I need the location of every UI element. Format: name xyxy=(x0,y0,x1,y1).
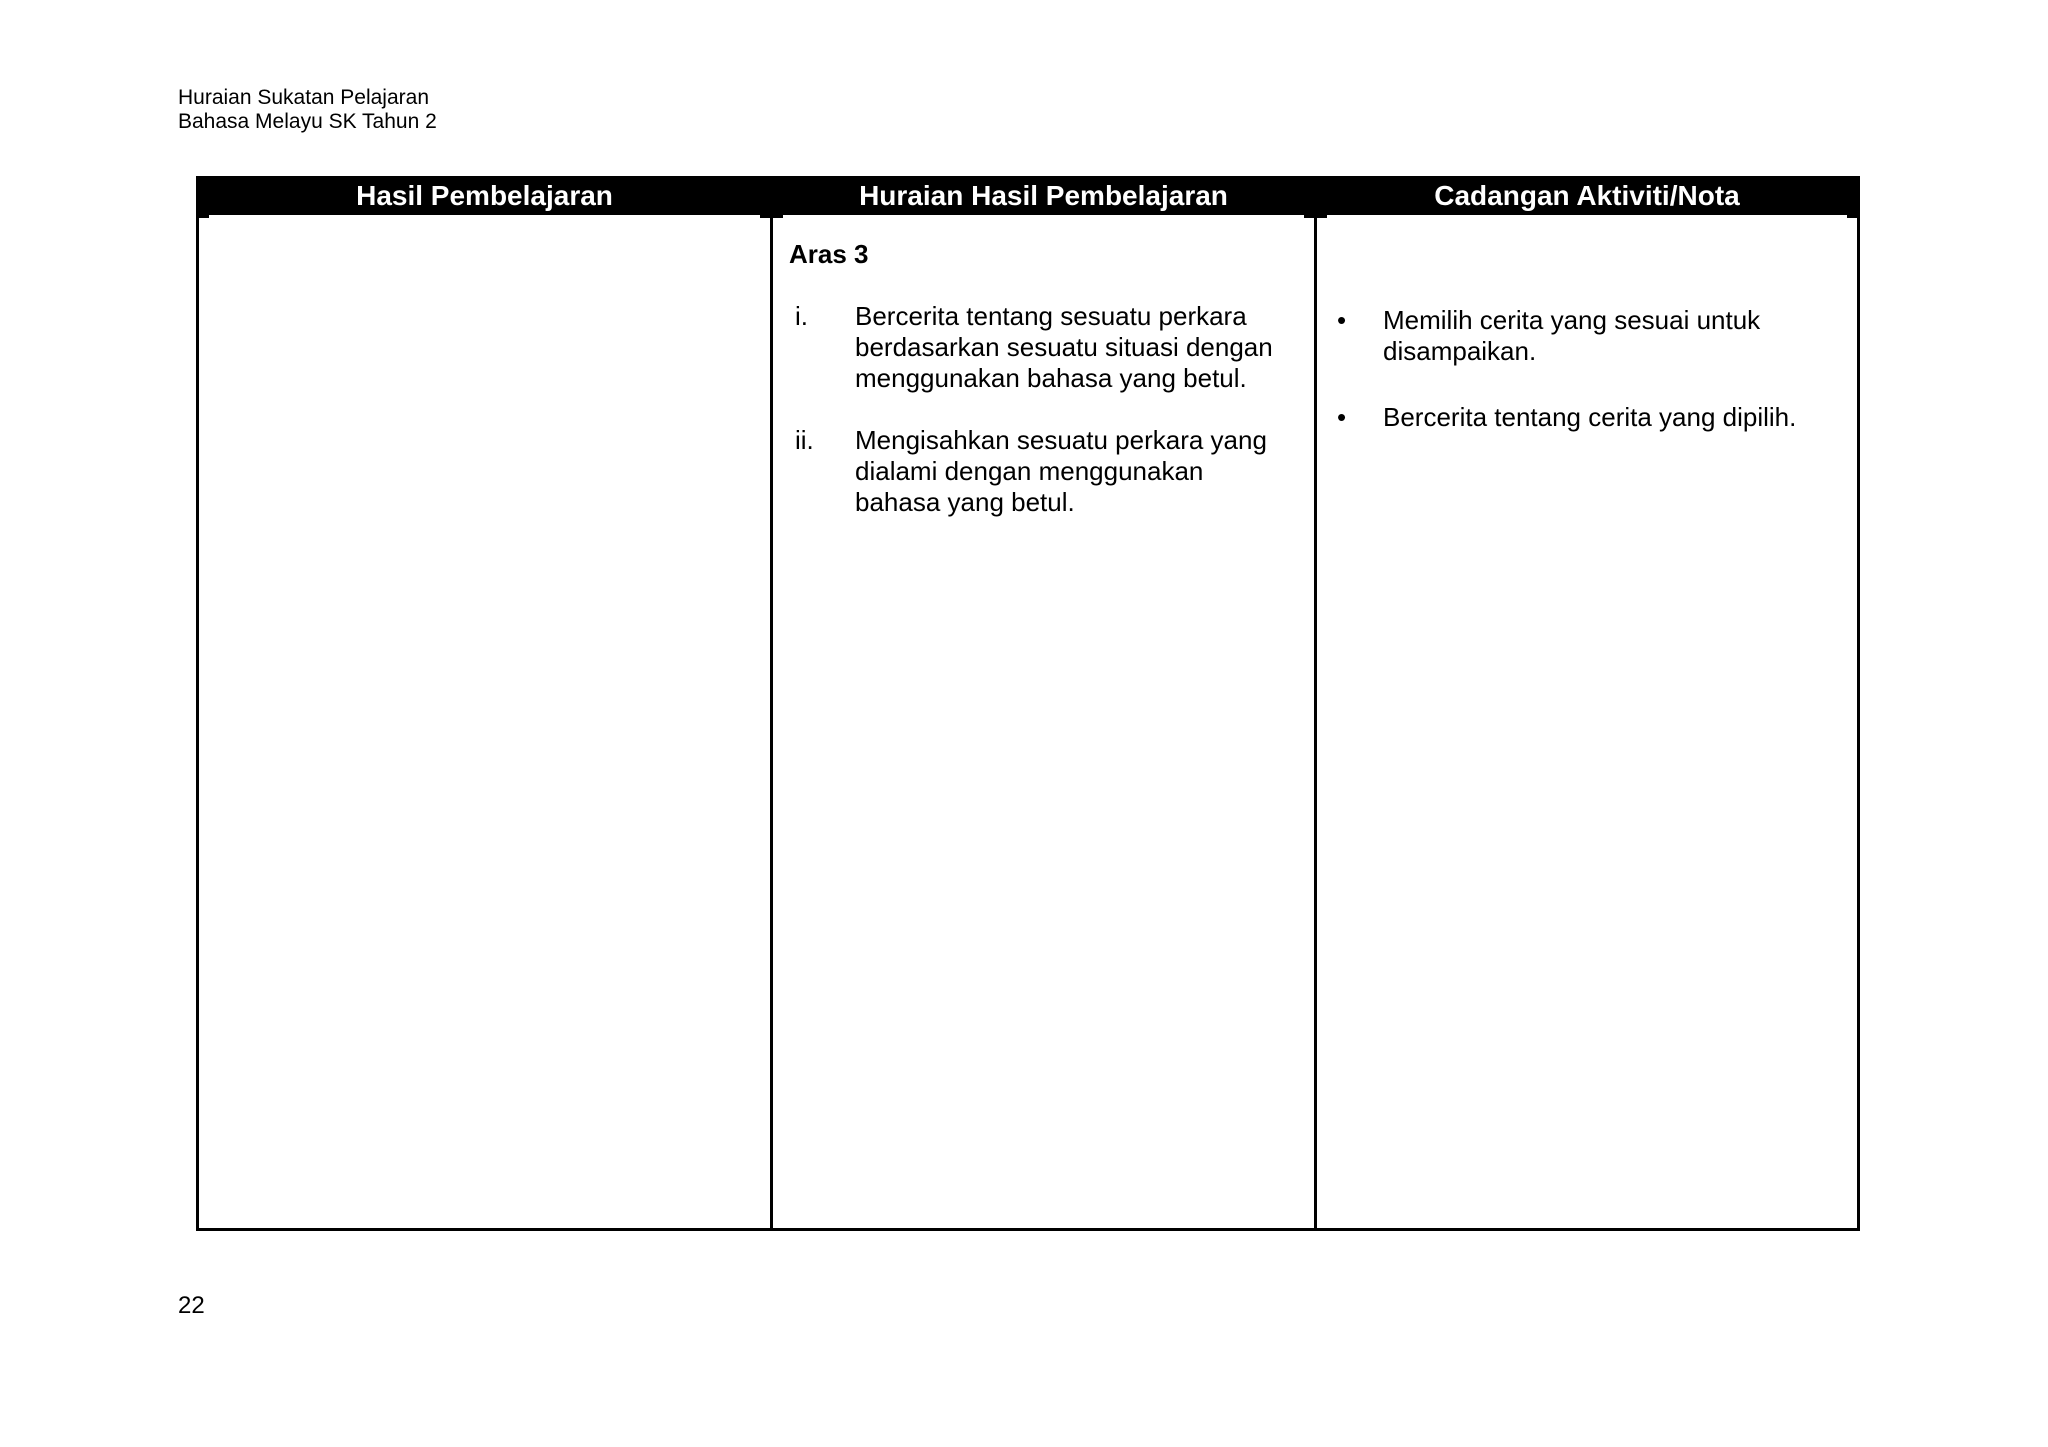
bullet-text: Bercerita tentang cerita yang dipilih. xyxy=(1383,402,1797,432)
bullet-text: Memilih cerita yang sesuai untuk disampaikan. xyxy=(1383,305,1761,366)
item-number: i. xyxy=(795,301,808,331)
column-header-huraian-hasil-pembelajaran: Huraian Hasil Pembelajaran xyxy=(773,179,1314,215)
document-header xyxy=(178,86,437,134)
column-header-hasil-pembelajaran: Hasil Pembelajaran xyxy=(199,179,770,215)
bullet-icon: • xyxy=(1337,402,1347,432)
bullet-icon: • xyxy=(1337,305,1347,335)
level-title: Aras 3 xyxy=(789,239,869,269)
cadangan-cell xyxy=(1317,215,1857,1228)
header-line-1: Huraian Sukatan Pelajaran xyxy=(178,86,429,109)
syllabus-table xyxy=(196,176,1860,1231)
item-text: Bercerita tentang sesuatu perkara berdasarkan sesuatu situasi dengan menggunakan bahasa yang betul. xyxy=(855,301,1273,393)
huraian-cell xyxy=(773,215,1314,1228)
item-number: ii. xyxy=(795,425,814,455)
column-header-cadangan-aktiviti: Cadangan Aktiviti/Nota xyxy=(1317,179,1857,215)
header-line-2: Bahasa Melayu SK Tahun 2 xyxy=(178,110,437,133)
item-text: Mengisahkan sesuatu perkara yang dialami dengan menggunakan bahasa yang betul. xyxy=(855,425,1267,517)
page-number: 22 xyxy=(178,1292,205,1319)
